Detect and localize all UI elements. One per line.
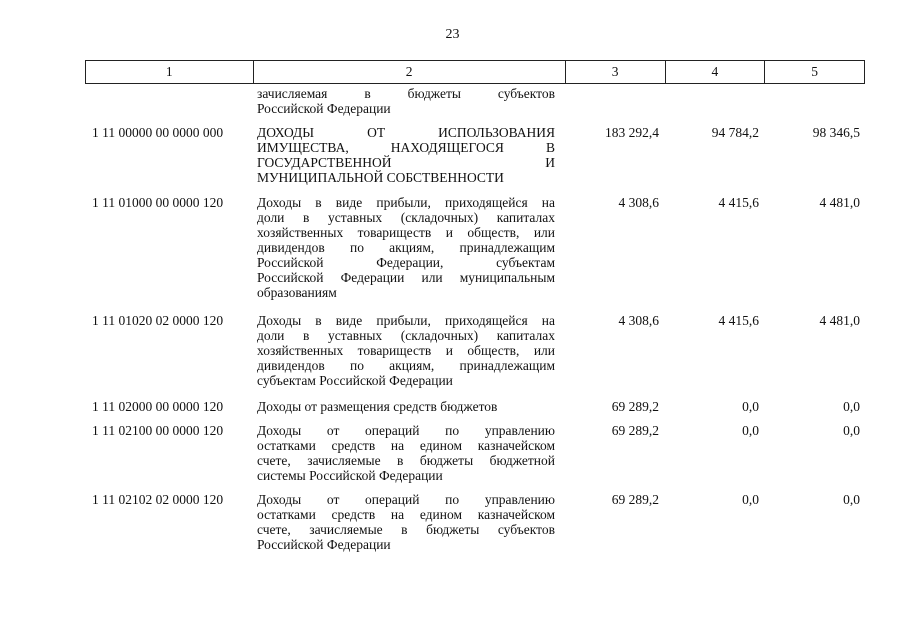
value-col-4: 0,0: [742, 423, 759, 438]
value-col-4: 4 415,6: [718, 195, 759, 210]
revenue-name-line: доли в уставных (складочных) капиталах: [257, 328, 555, 343]
budget-code: 1 11 02100 00 0000 120: [92, 423, 224, 438]
revenue-name: [252, 86, 565, 116]
revenue-name-line: Доходы от операций по управлению: [257, 423, 555, 438]
revenue-name-line: остатками средств на едином казначейском: [257, 438, 555, 453]
value-col-5: 4 481,0: [819, 195, 860, 210]
revenue-name: [252, 313, 565, 388]
revenue-name-line: доли в уставных (складочных) капиталах: [257, 210, 555, 225]
header-col-4: 4: [665, 61, 765, 83]
revenue-name-line: образованиям: [257, 285, 337, 300]
table-header-row: [85, 60, 865, 84]
revenue-name: [252, 195, 565, 300]
budget-code: 1 11 00000 00 0000 000: [92, 125, 224, 140]
table-row: [85, 86, 865, 116]
revenue-name-line: остатками средств на едином казначейском: [257, 507, 555, 522]
revenue-name: [252, 399, 565, 414]
revenue-name-line: субъектам Российской Федерации: [257, 373, 453, 388]
revenue-name-line: Российской Федерации, субъектам: [257, 255, 555, 270]
table-row: [85, 125, 865, 185]
revenue-name-line: Российской Федерации: [257, 101, 391, 116]
header-col-3: 3: [565, 61, 665, 83]
revenue-name-line: ГОСУДАРСТВЕННОЙ И: [257, 155, 555, 170]
revenue-name-line: ДОХОДЫ ОТ ИСПОЛЬЗОВАНИЯ: [257, 125, 555, 140]
revenue-name: [252, 492, 565, 552]
value-col-5: [765, 86, 865, 116]
revenue-name-line: МУНИЦИПАЛЬНОЙ СОБСТВЕННОСТИ: [257, 170, 504, 185]
value-col-4: 0,0: [742, 399, 759, 414]
revenue-name-line: зачисляемая в бюджеты субъектов: [257, 86, 555, 101]
revenue-name: [252, 423, 565, 483]
revenue-name-line: Доходы от размещения средств бюджетов: [257, 399, 498, 414]
budget-code: [85, 86, 252, 116]
revenue-name-line: дивидендов по акциям, принадлежащим: [257, 240, 555, 255]
table-row: [85, 423, 865, 483]
value-col-5: 0,0: [843, 399, 860, 414]
value-col-4: [665, 86, 765, 116]
value-col-3: 69 289,2: [611, 492, 659, 507]
value-col-4: 94 784,2: [711, 125, 759, 140]
revenue-name-line: хозяйственных товариществ и обществ, или: [257, 343, 555, 358]
header-col-2: 2: [253, 61, 565, 83]
revenue-name-line: Доходы в виде прибыли, приходящейся на: [257, 195, 555, 210]
table-row: [85, 492, 865, 552]
value-col-3: 4 308,6: [618, 313, 659, 328]
revenue-name-line: Доходы в виде прибыли, приходящейся на: [257, 313, 555, 328]
value-col-3: 4 308,6: [618, 195, 659, 210]
value-col-3: [565, 86, 665, 116]
table-row: [85, 195, 865, 300]
header-col-1: 1: [165, 64, 173, 79]
header-col-5: 5: [764, 61, 864, 83]
value-col-4: 4 415,6: [718, 313, 759, 328]
table-row: [85, 313, 865, 388]
page-number: 23: [445, 27, 460, 42]
value-col-3: 69 289,2: [611, 423, 659, 438]
budget-code: 1 11 02102 02 0000 120: [92, 492, 224, 507]
value-col-5: 4 481,0: [819, 313, 860, 328]
revenue-name-line: системы Российской Федерации: [257, 468, 443, 483]
table-row: [85, 399, 865, 414]
revenue-name-line: Российской Федерации: [257, 537, 391, 552]
value-col-5: 98 346,5: [812, 125, 860, 140]
value-col-5: 0,0: [843, 423, 860, 438]
revenue-name-line: хозяйственных товариществ и обществ, или: [257, 225, 555, 240]
budget-code: 1 11 02000 00 0000 120: [92, 399, 224, 414]
revenue-name-line: дивидендов по акциям, принадлежащим: [257, 358, 555, 373]
revenue-name-line: Доходы от операций по управлению: [257, 492, 555, 507]
revenue-name-line: Российской Федерации или муниципальным: [257, 270, 555, 285]
budget-code: 1 11 01000 00 0000 120: [92, 195, 224, 210]
value-col-5: 0,0: [843, 492, 860, 507]
revenue-table: [85, 60, 865, 552]
revenue-name: [252, 125, 565, 185]
value-col-3: 69 289,2: [611, 399, 659, 414]
revenue-name-line: счете, зачисляемые в бюджеты бюджетной: [257, 453, 555, 468]
value-col-3: 183 292,4: [605, 125, 659, 140]
value-col-4: 0,0: [742, 492, 759, 507]
revenue-name-line: ИМУЩЕСТВА, НАХОДЯЩЕГОСЯ В: [257, 140, 555, 155]
revenue-name-line: счете, зачисляемые в бюджеты субъектов: [257, 522, 555, 537]
budget-code: 1 11 01020 02 0000 120: [92, 313, 224, 328]
